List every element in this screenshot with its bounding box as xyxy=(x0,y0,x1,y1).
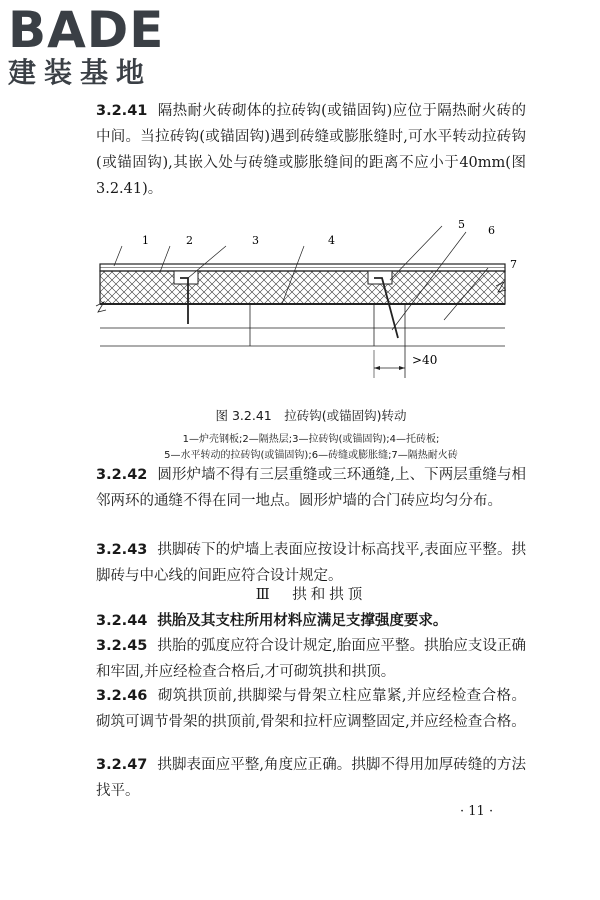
logo-text: BADE xyxy=(8,1,165,59)
label-6: 6 xyxy=(488,224,495,237)
clause-3-2-44 xyxy=(96,608,526,634)
clause-text: 砌筑拱顶前,拱脚梁与骨架立柱应靠紧,并应经检查合格。砌筑可调节骨架的拱顶前,骨架和拉杆应调整固定,并应经检查合格。 xyxy=(96,688,526,730)
figure-caption: 图 3.2.41 拉砖钩(或锚固钩)转动 xyxy=(215,408,407,423)
logo-subtitle: 建装基地 xyxy=(8,56,153,89)
insulation-layer xyxy=(100,271,505,304)
clause-3-2-43 xyxy=(96,537,526,589)
clause-number: 3.2.44 xyxy=(96,613,148,629)
figure-3-2-41 xyxy=(92,218,530,388)
clause-number: 3.2.43 xyxy=(96,542,148,558)
label-2: 2 xyxy=(186,234,193,247)
clause-number: 3.2.42 xyxy=(96,467,148,483)
clause-number: 3.2.46 xyxy=(96,688,148,704)
clause-text: 圆形炉墙不得有三层重缝或三环通缝,上、下两层重缝与相邻两环的通缝不得在同一地点。圆形炉墙的合门砖应均匀分布。 xyxy=(96,467,526,509)
label-5: 5 xyxy=(458,218,465,231)
bade-logo xyxy=(8,1,165,90)
clause-text: 拱胎的弧度应符合设计规定,胎面应平整。拱胎应支设正确和牢固,并应经检查合格后,才可砌筑拱和拱顶。 xyxy=(96,638,526,680)
page-number: · 11 · xyxy=(460,804,494,819)
clause-3-2-42 xyxy=(96,462,526,514)
clause-text: 隔热耐火砖砌体的拉砖钩(或锚固钩)应位于隔热耐火砖的中间。当拉砖钩(或锚固钩)遇到砖缝或膨胀缝时,可水平转动拉砖钩(或锚固钩),其嵌入处与砖缝或膨胀缝间的距离不应小于40mm(图 3.2.41)。 xyxy=(96,103,526,197)
clause-number: 3.2.41 xyxy=(96,103,148,119)
label-1: 1 xyxy=(142,234,149,247)
clause-number: 3.2.47 xyxy=(96,757,148,773)
clause-text: 拱脚砖下的炉墙上表面应按设计标高找平,表面应平整。拱脚砖与中心线的间距应符合设计规定。 xyxy=(96,542,526,584)
section-heading: Ⅲ 拱和拱顶 xyxy=(255,587,367,603)
clause-text: 拱脚表面应平整,角度应正确。拱脚不得用加厚砖缝的方法找平。 xyxy=(96,757,526,799)
clause-3-2-45 xyxy=(96,633,526,685)
dimension-label: >40 xyxy=(412,353,438,367)
clause-3-2-41 xyxy=(96,98,526,202)
label-3: 3 xyxy=(252,234,259,247)
clause-text: 拱胎及其支柱所用材料应满足支撑强度要求。 xyxy=(157,612,448,629)
figure-legend-line-2: 5—水平转动的拉砖钩(或锚固钩);6—砖缝或膨胀缝;7—隔热耐火砖 xyxy=(164,450,458,461)
label-7: 7 xyxy=(510,258,517,271)
clause-3-2-47 xyxy=(96,752,526,804)
label-4: 4 xyxy=(328,234,335,247)
figure-legend-line-1: 1—炉壳钢板;2—隔热层;3—拉砖钩(或锚固钩);4—托砖板; xyxy=(182,434,440,445)
clause-3-2-46 xyxy=(96,683,526,735)
clause-number: 3.2.45 xyxy=(96,638,148,654)
